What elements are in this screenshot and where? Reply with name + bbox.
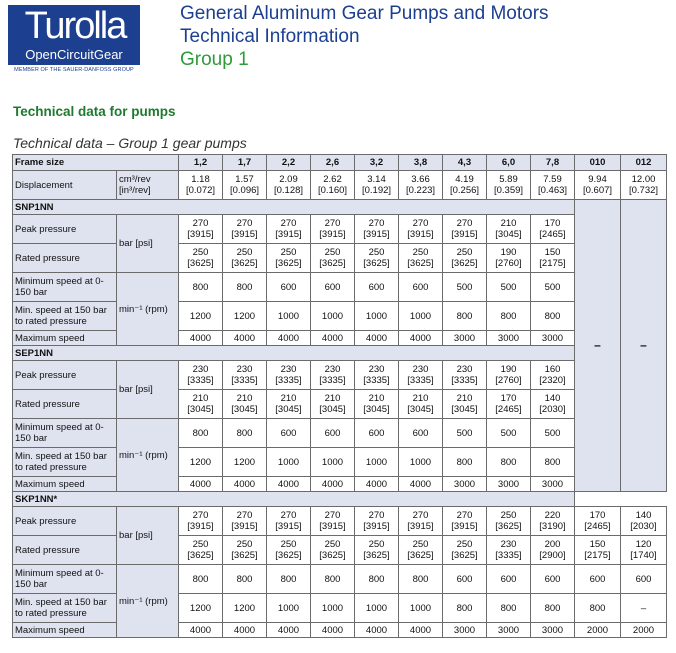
frame-size-cell: 1,2 (179, 155, 223, 171)
peak-value: 230 [3335] (443, 361, 487, 390)
rated-row (13, 536, 667, 565)
group-header-row (13, 346, 667, 361)
rated-value: 250 [3625] (355, 244, 399, 273)
minr-value: 800 (443, 594, 487, 623)
minr-label: Min. speed at 150 bar to rated pressure (13, 594, 117, 623)
max-row (13, 331, 667, 346)
max-value: 4000 (179, 331, 223, 346)
table-caption: Technical data – Group 1 gear pumps (13, 135, 247, 151)
peak-row (13, 361, 667, 390)
rated-value: 250 [3625] (267, 536, 311, 565)
max-label: Maximum speed (13, 331, 117, 346)
rated-value: 250 [3625] (223, 536, 267, 565)
rated-value: 230 [3335] (487, 536, 531, 565)
displacement-unit: cm³/rev [in³/rev] (117, 171, 179, 200)
min-value: 600 (399, 273, 443, 302)
max-value: 2000 (575, 623, 621, 638)
frame-size-row (13, 155, 667, 171)
logo-member-text: MEMBER OF THE SAUER-DANFOSS GROUP (14, 67, 134, 73)
displacement-value: 4.19 [0.256] (443, 171, 487, 200)
max-value: 3000 (443, 623, 487, 638)
peak-value: 270 [3915] (399, 215, 443, 244)
peak-value: 210 [3045] (487, 215, 531, 244)
max-value: 4000 (311, 331, 355, 346)
rated-value: 190 [2760] (487, 244, 531, 273)
max-label: Maximum speed (13, 623, 117, 638)
peak-value: 170 [2465] (531, 215, 575, 244)
displacement-value: 1.18 [0.072] (179, 171, 223, 200)
frame-size-cell: 4,3 (443, 155, 487, 171)
min-value: 600 (267, 419, 311, 448)
max-value: 3000 (531, 477, 575, 492)
pressure-unit: bar [psi] (117, 507, 179, 565)
min-row (13, 419, 667, 448)
min-value: 600 (267, 273, 311, 302)
max-value: 4000 (223, 331, 267, 346)
peak-value: 270 [3915] (311, 507, 355, 536)
max-value: 3000 (531, 331, 575, 346)
min-value: 500 (443, 273, 487, 302)
min-value: 600 (621, 565, 667, 594)
peak-value: 270 [3915] (311, 215, 355, 244)
min-value: 500 (443, 419, 487, 448)
group-header-row (13, 492, 667, 507)
max-value: 4000 (311, 477, 355, 492)
max-label: Maximum speed (13, 477, 117, 492)
peak-value: 230 [3335] (399, 361, 443, 390)
peak-value: 230 [3335] (311, 361, 355, 390)
logo-box (8, 5, 140, 65)
peak-value: 230 [3335] (267, 361, 311, 390)
group-name: SEP1NN (13, 346, 575, 361)
peak-value: 270 [3915] (179, 507, 223, 536)
peak-value: 190 [2760] (487, 361, 531, 390)
frame-size-cell: 012 (621, 155, 667, 171)
header-subtitle: Technical Information (180, 26, 360, 47)
minr-value: 1000 (355, 302, 399, 331)
pressure-unit: bar [psi] (117, 361, 179, 419)
max-value: 4000 (223, 623, 267, 638)
max-value: 4000 (355, 623, 399, 638)
peak-value: 230 [3335] (355, 361, 399, 390)
rated-label: Rated pressure (13, 536, 117, 565)
minr-value: 800 (443, 302, 487, 331)
group-header-row (13, 200, 667, 215)
minr-row (13, 448, 667, 477)
max-value: 4000 (355, 477, 399, 492)
displacement-value: 1.57 [0.096] (223, 171, 267, 200)
frame-size-cell: 6,0 (487, 155, 531, 171)
min-value: 600 (355, 273, 399, 302)
group-name: SKP1NN* (13, 492, 575, 507)
max-value: 4000 (399, 477, 443, 492)
minr-value: 1200 (223, 594, 267, 623)
min-row (13, 565, 667, 594)
max-value: 4000 (267, 331, 311, 346)
peak-value: 270 [3915] (179, 215, 223, 244)
frame-size-cell: 3,8 (399, 155, 443, 171)
peak-value: 270 [3915] (355, 507, 399, 536)
max-value: 2000 (621, 623, 667, 638)
max-value: 3000 (443, 477, 487, 492)
displacement-value: 2.09 [0.128] (267, 171, 311, 200)
max-value: 4000 (399, 331, 443, 346)
min-value: 600 (355, 419, 399, 448)
document-header (180, 2, 549, 71)
frame-size-cell: 1,7 (223, 155, 267, 171)
displacement-value: 3.14 [0.192] (355, 171, 399, 200)
displacement-value: 2.62 [0.160] (311, 171, 355, 200)
max-row (13, 623, 667, 638)
logo-subtitle: OpenCircuitGear (25, 47, 123, 62)
peak-value: 270 [3915] (223, 215, 267, 244)
max-value: 4000 (355, 331, 399, 346)
displacement-value: 12.00 [0.732] (621, 171, 667, 200)
max-value: 4000 (223, 477, 267, 492)
peak-row (13, 507, 667, 536)
minr-value: 1200 (179, 302, 223, 331)
peak-label: Peak pressure (13, 215, 117, 244)
rated-value: 210 [3045] (223, 390, 267, 419)
rated-value: 250 [3625] (443, 536, 487, 565)
peak-value: 270 [3915] (443, 507, 487, 536)
minr-value: 1000 (311, 594, 355, 623)
speed-unit: min⁻¹ (rpm) (117, 419, 179, 492)
rated-value: 250 [3625] (399, 244, 443, 273)
peak-value: 270 [3915] (267, 215, 311, 244)
rated-value: 170 [2465] (487, 390, 531, 419)
peak-value: 230 [3335] (223, 361, 267, 390)
rated-label: Rated pressure (13, 390, 117, 419)
peak-value: 170 [2465] (575, 507, 621, 536)
header-title: General Aluminum Gear Pumps and Motors (180, 3, 549, 24)
rated-value: 210 [3045] (267, 390, 311, 419)
min-value: 800 (179, 419, 223, 448)
rated-value: 210 [3045] (399, 390, 443, 419)
min-value: 600 (311, 419, 355, 448)
minr-value: 1000 (399, 594, 443, 623)
max-value: 3000 (487, 477, 531, 492)
max-value: 3000 (487, 331, 531, 346)
rated-value: 250 [3625] (311, 244, 355, 273)
max-value: 4000 (179, 623, 223, 638)
displacement-value: 5.89 [0.359] (487, 171, 531, 200)
col-010-na: – (575, 200, 621, 492)
rated-label: Rated pressure (13, 244, 117, 273)
min-value: 500 (487, 419, 531, 448)
rated-value: 250 [3625] (311, 536, 355, 565)
peak-value: 270 [3915] (443, 215, 487, 244)
max-value: 4000 (267, 477, 311, 492)
logo-wordmark: Turolla (24, 5, 126, 47)
rated-value: 150 [2175] (575, 536, 621, 565)
rated-value: 210 [3045] (355, 390, 399, 419)
min-value: 800 (179, 565, 223, 594)
frame-size-cell: 2,2 (267, 155, 311, 171)
min-row (13, 273, 667, 302)
min-value: 600 (311, 273, 355, 302)
peak-value: 160 [2320] (531, 361, 575, 390)
peak-row (13, 215, 667, 244)
minr-value: 800 (487, 448, 531, 477)
max-value: 4000 (399, 623, 443, 638)
frame-size-cell: 010 (575, 155, 621, 171)
max-value: 3000 (443, 331, 487, 346)
rated-value: 250 [3625] (355, 536, 399, 565)
peak-value: 270 [3915] (399, 507, 443, 536)
rated-value: 120 [1740] (621, 536, 667, 565)
minr-value: 1200 (179, 594, 223, 623)
minr-value: 1000 (267, 302, 311, 331)
pressure-unit: bar [psi] (117, 215, 179, 273)
minr-value: 1200 (223, 448, 267, 477)
minr-value: 1200 (223, 302, 267, 331)
min-value: 800 (399, 565, 443, 594)
min-value: 800 (267, 565, 311, 594)
minr-value: 1000 (355, 448, 399, 477)
minr-value: 800 (487, 594, 531, 623)
max-value: 3000 (531, 623, 575, 638)
minr-row (13, 302, 667, 331)
rated-value: 250 [3625] (399, 536, 443, 565)
min-value: 800 (223, 565, 267, 594)
peak-value: 250 [3625] (487, 507, 531, 536)
section-title: Technical data for pumps (13, 104, 176, 119)
displacement-value: 3.66 [0.223] (399, 171, 443, 200)
max-value: 4000 (179, 477, 223, 492)
minr-value: 1000 (311, 448, 355, 477)
rated-value: 210 [3045] (179, 390, 223, 419)
rated-value: 250 [3625] (443, 244, 487, 273)
min-value: 600 (443, 565, 487, 594)
rated-value: 200 [2900] (531, 536, 575, 565)
peak-value: 230 [3335] (179, 361, 223, 390)
minr-value: 800 (531, 448, 575, 477)
peak-label: Peak pressure (13, 361, 117, 390)
minr-value: 800 (575, 594, 621, 623)
max-row (13, 477, 667, 492)
peak-value: 270 [3915] (267, 507, 311, 536)
peak-value: 270 [3915] (355, 215, 399, 244)
rated-value: 210 [3045] (443, 390, 487, 419)
rated-value: 150 [2175] (531, 244, 575, 273)
rated-value: 250 [3625] (179, 244, 223, 273)
min-value: 600 (531, 565, 575, 594)
turolla-logo (8, 5, 140, 73)
max-value: 4000 (311, 623, 355, 638)
rated-value: 250 [3625] (179, 536, 223, 565)
min-value: 800 (179, 273, 223, 302)
min-label: Minimum speed at 0-150 bar (13, 419, 117, 448)
frame-size-label: Frame size (13, 155, 179, 171)
min-value: 600 (399, 419, 443, 448)
minr-value: 1000 (311, 302, 355, 331)
min-value: 800 (223, 419, 267, 448)
minr-label: Min. speed at 150 bar to rated pressure (13, 302, 117, 331)
peak-value: 270 [3915] (223, 507, 267, 536)
minr-value: – (621, 594, 667, 623)
frame-size-cell: 2,6 (311, 155, 355, 171)
col-012-na: – (621, 200, 667, 492)
minr-value: 800 (487, 302, 531, 331)
rated-value: 250 [3625] (267, 244, 311, 273)
group-name: SNP1NN (13, 200, 575, 215)
min-label: Minimum speed at 0-150 bar (13, 565, 117, 594)
speed-unit: min⁻¹ (rpm) (117, 273, 179, 346)
peak-value: 140 [2030] (621, 507, 667, 536)
min-value: 800 (311, 565, 355, 594)
minr-value: 1200 (179, 448, 223, 477)
min-value: 500 (531, 419, 575, 448)
min-value: 600 (575, 565, 621, 594)
rated-value: 250 [3625] (223, 244, 267, 273)
rated-value: 210 [3045] (311, 390, 355, 419)
min-label: Minimum speed at 0-150 bar (13, 273, 117, 302)
displacement-row (13, 171, 667, 200)
max-value: 4000 (267, 623, 311, 638)
min-value: 800 (355, 565, 399, 594)
minr-value: 1000 (355, 594, 399, 623)
minr-row (13, 594, 667, 623)
peak-label: Peak pressure (13, 507, 117, 536)
technical-data-table (12, 154, 667, 638)
frame-size-cell: 3,2 (355, 155, 399, 171)
min-value: 600 (487, 565, 531, 594)
peak-value: 220 [3190] (531, 507, 575, 536)
displacement-value: 7.59 [0.463] (531, 171, 575, 200)
min-value: 500 (487, 273, 531, 302)
frame-size-cell: 7,8 (531, 155, 575, 171)
min-value: 500 (531, 273, 575, 302)
minr-value: 800 (443, 448, 487, 477)
rated-value: 140 [2030] (531, 390, 575, 419)
minr-value: 1000 (399, 448, 443, 477)
minr-value: 1000 (267, 448, 311, 477)
header-group: Group 1 (180, 49, 249, 70)
minr-value: 1000 (267, 594, 311, 623)
displacement-value: 9.94 [0.607] (575, 171, 621, 200)
minr-value: 1000 (399, 302, 443, 331)
rated-row (13, 390, 667, 419)
min-value: 800 (223, 273, 267, 302)
minr-value: 800 (531, 302, 575, 331)
minr-value: 800 (531, 594, 575, 623)
speed-unit: min⁻¹ (rpm) (117, 565, 179, 638)
max-value: 3000 (487, 623, 531, 638)
minr-label: Min. speed at 150 bar to rated pressure (13, 448, 117, 477)
rated-row (13, 244, 667, 273)
displacement-label: Displacement (13, 171, 117, 200)
